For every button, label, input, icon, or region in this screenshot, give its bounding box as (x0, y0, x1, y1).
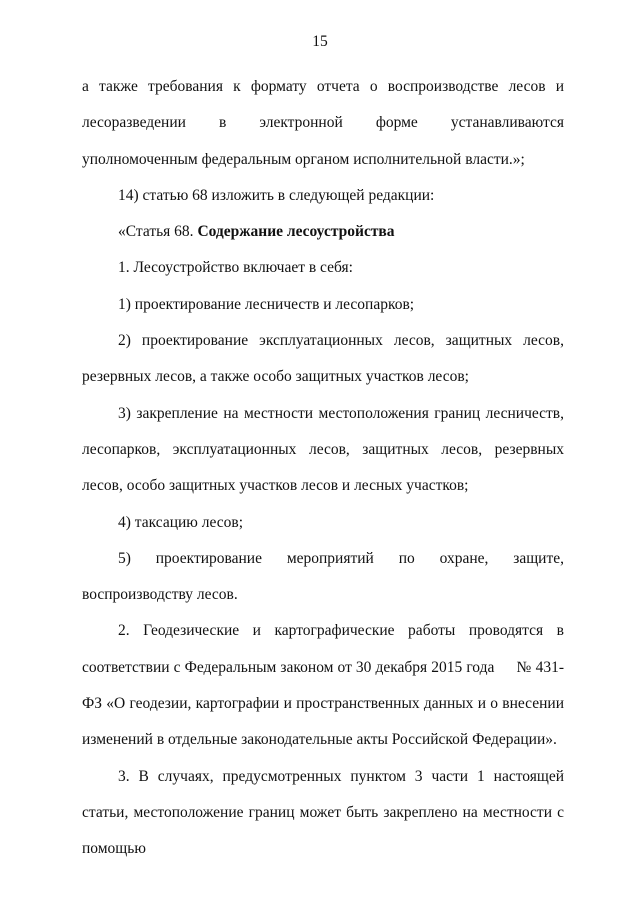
article-heading (82, 214, 564, 250)
list-item-2: 2) проектирование эксплуатационных лесов, защитных лесов, резервных лесов, а также особо защитных участков лесов; (82, 332, 564, 386)
law-title: «О геодезии, картографии и пространственных данных и о внесении изменений в отдельные законодательные акты Российской Федерации». (82, 695, 564, 749)
law-number: № 431-ФЗ (82, 658, 564, 713)
paragraph-part-3: 3. В случаях, предусмотренных пунктом 3 части 1 настоящей статьи, местоположение границ может быть закреплено на местности с помощью (82, 767, 564, 858)
document-body (82, 69, 564, 868)
article-title: Содержание лесоустройства (197, 223, 395, 241)
article-number: «Статья 68. (118, 223, 198, 241)
page-number: 15 (312, 33, 328, 50)
paragraph-amendment-14: 14) статью 68 изложить в следующей редакции: (118, 186, 435, 204)
list-item-1: 1) проектирование лесничеств и лесопарков; (118, 295, 415, 313)
part-2-text: 2. Геодезические и картографические работы проводятся в соответствии с Федеральным законом от 30 декабря 2015 года (82, 622, 564, 676)
list-item-5: 5) проектирование мероприятий по охране, защите, воспроизводству лесов. (82, 549, 564, 604)
list-item-4: 4) таксацию лесов; (118, 513, 244, 531)
paragraph-part-1: 1. Лесоустройство включает в себя: (118, 259, 353, 277)
paragraph-part-2 (82, 613, 564, 758)
list-item-3: 3) закрепление на местности местоположения границ лесничеств, лесопарков, эксплуатационных лесов, защитных лесов, резервных лесов, особо защитных участков лесов и лесных участков; (82, 404, 564, 495)
paragraph-continuation: а также требования к формату отчета о воспроизводстве лесов и лесоразведении в электронной форме устанавливаются уполномоченным федеральным органом исполнительной власти.»; (82, 78, 564, 168)
